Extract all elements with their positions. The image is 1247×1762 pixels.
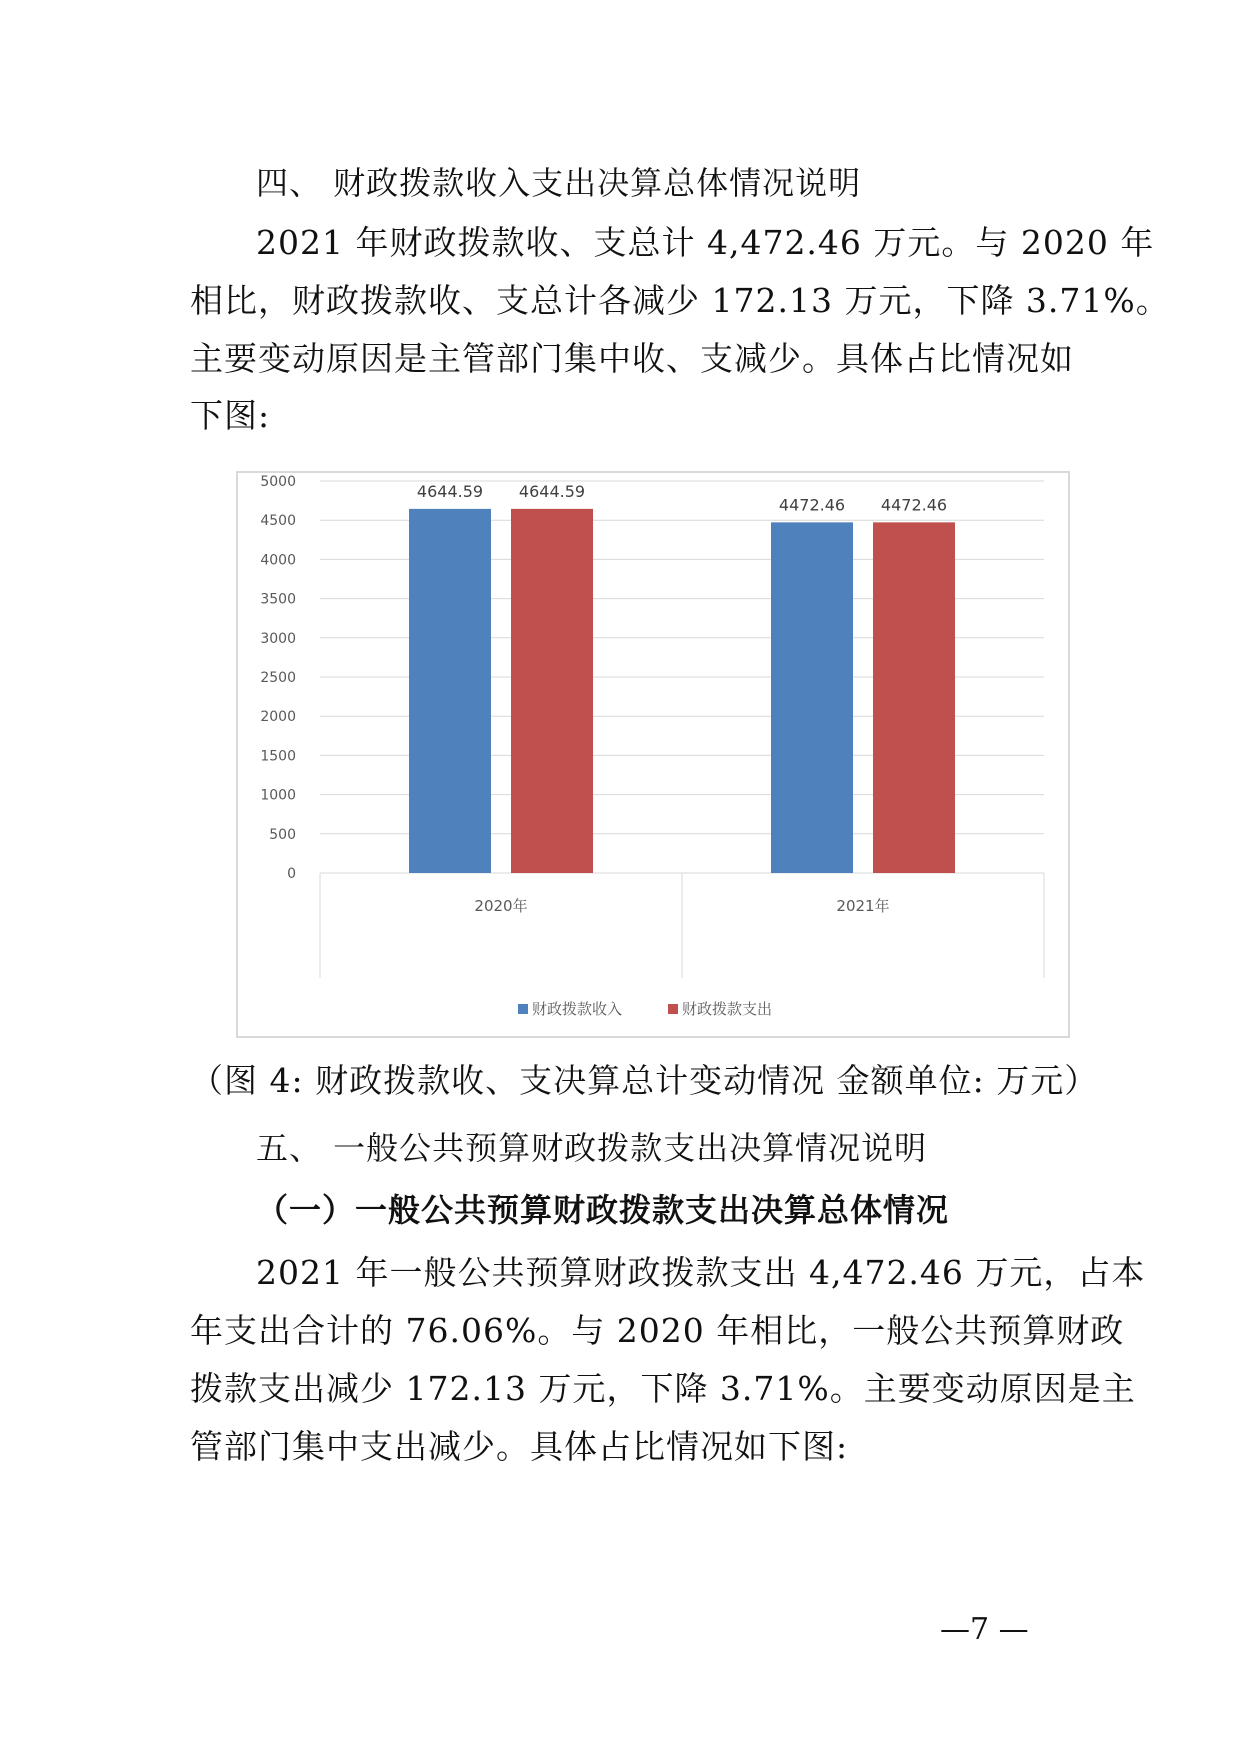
- y-tick-label: 1500: [260, 748, 296, 765]
- y-tick-label: 3500: [260, 591, 296, 608]
- section5-subheading: （一）一般公共预算财政拨款支出决算总体情况: [256, 1191, 950, 1229]
- data-label: 4644.59: [416, 481, 484, 501]
- data-label: 4472.46: [778, 495, 846, 515]
- y-tick-label: 0: [287, 866, 296, 882]
- page-number: —7 —: [940, 1612, 1029, 1647]
- figure4-caption: （图 4: 财政拨款收、支决算总计变动情况 金额单位: 万元）: [190, 1061, 1099, 1100]
- y-tick-label: 1000: [260, 787, 296, 804]
- section5-heading: 五、 一般公共预算财政拨款支出决算情况说明: [256, 1129, 928, 1167]
- section5-para-line-4: 管部门集中支出减少。具体占比情况如下图:: [190, 1427, 849, 1466]
- legend-swatch: [668, 1004, 678, 1014]
- bar-chart-svg: [238, 473, 1072, 1040]
- bar-expense-1: [873, 522, 955, 873]
- bar-chart: [236, 471, 1070, 1038]
- legend-swatch: [518, 1004, 528, 1014]
- section4-para-line-2: 相比，财政拨款收、支总计各减少 172.13 万元，下降 3.71%。: [190, 281, 1170, 320]
- y-tick-label: 500: [269, 826, 296, 843]
- data-label: 4644.59: [518, 481, 586, 501]
- section4-para-line-3: 主要变动原因是主管部门集中收、支减少。具体占比情况如: [190, 339, 1074, 378]
- bar-income-0: [409, 509, 491, 873]
- legend-label: 财政拨款支出: [682, 1000, 773, 1018]
- y-tick-label: 2000: [260, 709, 296, 726]
- section5-para-line-2: 年支出合计的 76.06%。与 2020 年相比，一般公共预算财政: [190, 1311, 1125, 1350]
- bar-income-1: [771, 522, 853, 873]
- data-label: 4472.46: [880, 495, 948, 515]
- x-tick-label: 2020年: [474, 897, 528, 915]
- y-tick-label: 4000: [260, 552, 296, 569]
- y-tick-label: 3000: [260, 630, 296, 647]
- section5-para-line-3: 拨款支出减少 172.13 万元，下降 3.71%。主要变动原因是主: [190, 1369, 1136, 1408]
- y-tick-label: 4500: [260, 513, 296, 530]
- bar-expense-0: [511, 509, 593, 873]
- section5-para-line-1: 2021 年一般公共预算财政拨款支出 4,472.46 万元，占本: [256, 1253, 1146, 1292]
- y-tick-label: 2500: [260, 670, 296, 686]
- section4-para-line-1: 2021 年财政拨款收、支总计 4,472.46 万元。与 2020 年: [256, 223, 1155, 262]
- section4-heading: 四、 财政拨款收入支出决算总体情况说明: [256, 164, 862, 202]
- y-tick-label: 5000: [260, 474, 296, 490]
- section4-para-line-4: 下图:: [190, 396, 271, 435]
- legend-label: 财政拨款收入: [532, 1000, 623, 1018]
- x-tick-label: 2021年: [836, 897, 890, 915]
